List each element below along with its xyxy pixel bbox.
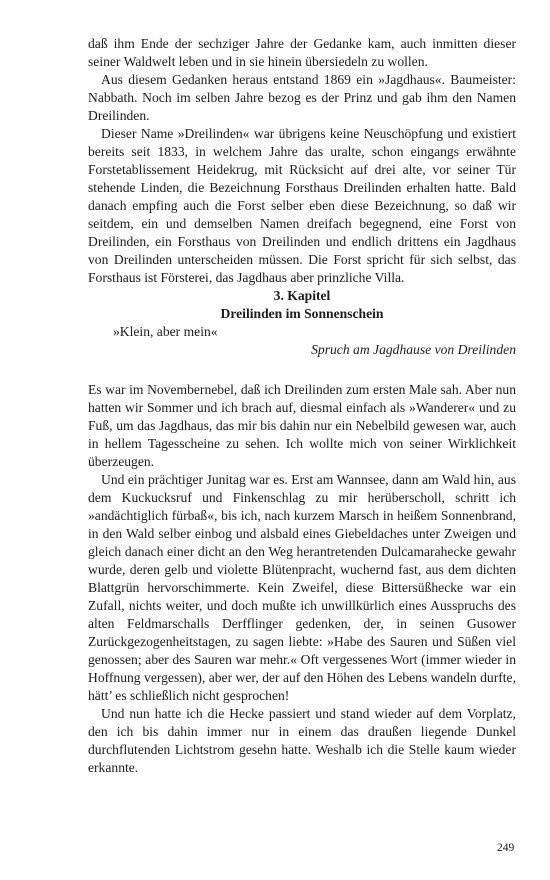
paragraph-name-dreilinden: Dieser Name »Dreilinden« war übrigens keine Neuschöpfung und existiert bereits seit 1833, in welchem Jahre das uralte, schon eingangs erwähnte Forstetablissement Heidekrug, mit Rücksicht auf drei alte, vor seiner Tür stehende Linden, die Bezeichnung Forsthaus Dreilinden erhalten hatte. Bald danach empfing auch die Forst selber eben diese Bezeichnung, so daß wir seitdem, ein und demselben Namen dreifach begegnend, eine Forst von Dreilinden, ein Forsthaus von Dreilinden und endlich drittens ein Jagdhaus von Dreilinden unterscheiden müssen. Die Forst spricht für sich selbst, das Forsthaus ist Försterei, das Jagdhaus aber prinzliche Villa. xyxy=(88,126,516,285)
chapter-title: Dreilinden im Sonnenschein xyxy=(220,306,384,321)
paragraph-continuation: daß ihm Ende der sechziger Jahre der Gedanke kam, auch inmitten dieser seiner Waldwelt leben und in sie hinein übersiedeln zu wollen. xyxy=(88,36,516,69)
motto: »Klein, aber mein« xyxy=(113,324,218,339)
paragraph-jagdhaus: Aus diesem Gedanken heraus entstand 1869 ein »Jagdhaus«. Baumeister: Nabbath. Noch im selben Jahre bezog es der Prinz und gab ihm den Namen Dreilinden. xyxy=(88,72,516,123)
chapter-number: 3. Kapitel xyxy=(273,288,331,303)
paragraph-hecke: Und nun hatte ich die Hecke passiert und stand wieder auf dem Vorplatz, den ich bis dahin immer nur in einem das draußen liegende Dunkel durchflutenden Lichtstrom gesehn hatte. Weshalb ich die Stelle kaum wieder erkannte. xyxy=(88,706,516,775)
page-number: 249 xyxy=(497,842,515,854)
paragraph-novembernebel: Es war im Novembernebel, daß ich Dreilinden zum ersten Male sah. Aber nun hatten wir Sommer und ich brach auf, diesmal einfach als »Wanderer« und zu Fuß, um das Jagdhaus, das mir bis dahin nur ein Nebelbild gewesen war, auch in hellem Tagesscheine zu sehen. Ich wollte mich von seiner Wirklichkeit überzeugen. xyxy=(88,382,516,469)
section-gap xyxy=(88,359,516,381)
page-body xyxy=(88,35,516,777)
paragraph-junitag: Und ein prächtiger Junitag war es. Erst am Wannsee, dann am Wald hin, aus dem Kuckucksruf und Finkenschlag zu mir herüberscholl, schritt ich »andächtiglich fürbaß«, bis ich, nach kurzem Marsch in heißem Sonnenbrand, in den Wald selber einbog und alsbald eines Giebeldaches unter Zweigen und gleich danach einer dicht an den Weg herantretenden Dulcamarahecke gewahr wurde, deren gelb und violette Blütenpracht, wuchernd fast, aus dem dichten Blattgrün hervorschimmerte. Kein Zweifel, diese Bittersüßhecke war ein Zufall, nichts weiter, und doch mußte ich unwillkürlich eines Ausspruchs des alten Feldmarschalls Derfflinger gedenken, der, in seinen Gusower Zurückgezogenheitstagen, zu sagen liebte: »Habe des Sauren und Süßen viel genossen; aber des Sauren war mehr.« Oft vergessenes Wort (immer wieder in Hoffnung vergessen), aber wer, der auf den Höhen des Lebens wandeln durfte, hätt’ es schließlich nicht gesprochen! xyxy=(88,472,516,703)
motto-source: Spruch am Jagdhause von Dreilinden xyxy=(311,342,516,357)
